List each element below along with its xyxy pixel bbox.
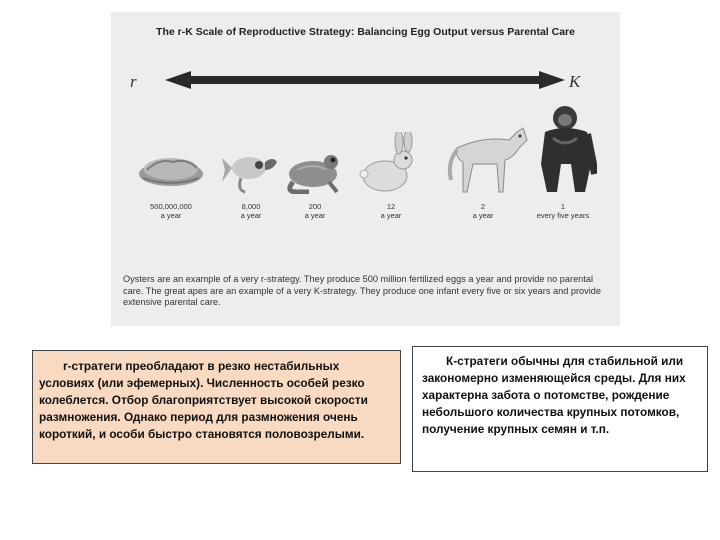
r-strategy-text: r-стратеги преобладают в резко нестабильных условиях (или эфемерных). Численность особей резко колеблется. Отбор благоприятствует высокой скорости размножения. Однако период для размножения очень короткий, и особи быстро становятся половозрелыми. [39, 359, 368, 441]
k-strategy-box [412, 346, 708, 472]
count-frog: 200 a year [304, 202, 326, 220]
count-fish: 8,000 a year [240, 202, 262, 220]
rk-figure [111, 12, 620, 326]
frog-icon [283, 148, 349, 194]
fish-icon [221, 148, 281, 194]
rabbit-icon [359, 132, 419, 196]
count-cougar: 2 a year [472, 202, 494, 220]
gorilla-icon [535, 104, 597, 196]
oyster-icon [137, 150, 205, 190]
count-gorilla: 1 every five years [536, 202, 590, 220]
k-strategy-text: К-стратеги обычны для стабильной или закономерно изменяющейся среды. Для них характерна забота о потомстве, рождение небольшого количества крупных потомков, получение крупных семян и т.п. [422, 354, 686, 436]
count-rabbit: 12 a year [380, 202, 402, 220]
figure-caption: Oysters are an example of a very r-strategy. They produce 500 million fertilized eggs a year and provide no parental care. The great apes are an example of a very K-strategy. They produce one infant every five or six years and provide extensive parental care. [123, 274, 602, 307]
cougar-icon [443, 118, 529, 196]
figure-title: The r-K Scale of Reproductive Strategy: Balancing Egg Output versus Parental Care [156, 26, 575, 38]
double-arrow-icon [165, 70, 565, 90]
r-strategy-box [32, 350, 401, 464]
r-label: r [130, 72, 137, 91]
count-oyster: 500,000,000 a year [150, 202, 192, 220]
k-label: K [569, 72, 581, 91]
